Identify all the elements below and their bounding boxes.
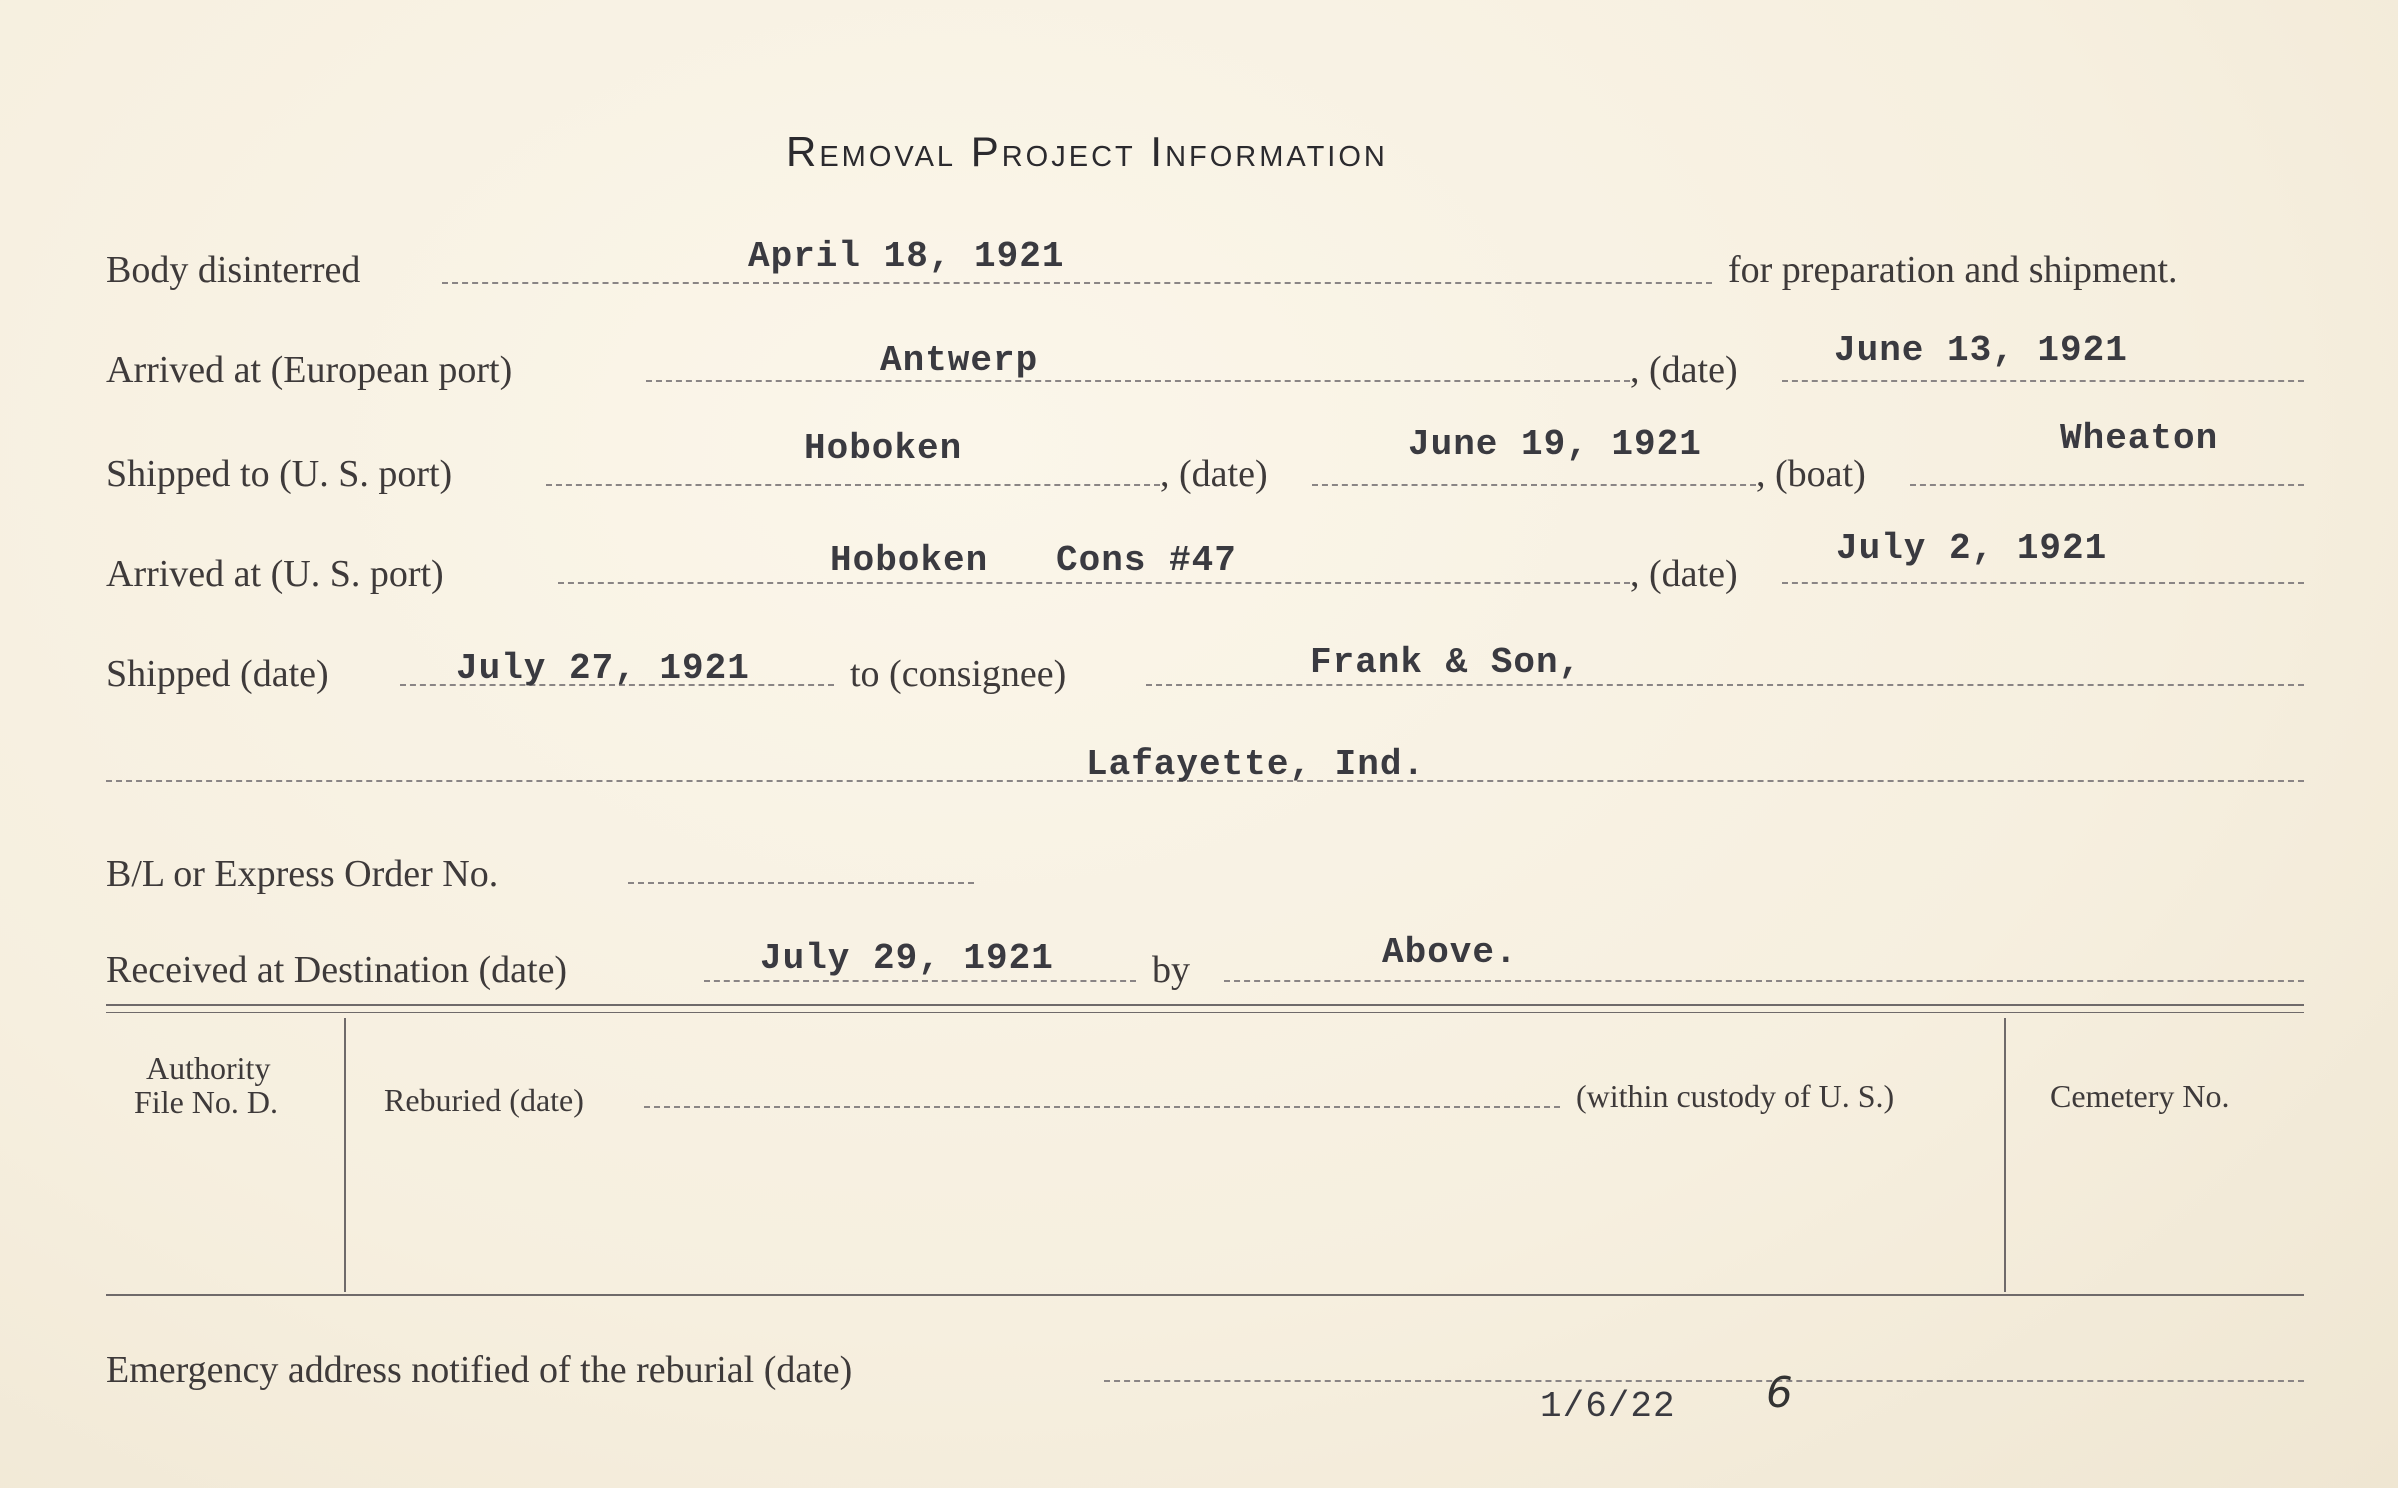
- emergency-date: 1/6/22: [1540, 1386, 1676, 1427]
- arrived-european-date-line: [1782, 380, 2304, 382]
- box-divider-left: [344, 1018, 346, 1292]
- shipped-to-us-boat-label: , (boat): [1756, 453, 1866, 495]
- arrived-european-line: [646, 380, 1630, 382]
- emergency-line: [1104, 1380, 2304, 1382]
- body-disinterred-suffix: for preparation and shipment.: [1728, 249, 2178, 291]
- box-bottom-rule: [106, 1294, 2304, 1296]
- bl-order-line: [628, 882, 974, 884]
- reburied-label: Reburied (date): [384, 1082, 584, 1118]
- consignee-label: to (consignee): [850, 653, 1067, 695]
- shipped-to-us-date: June 19, 1921: [1408, 424, 1702, 465]
- arrived-european-date: June 13, 1921: [1834, 330, 2128, 371]
- arrived-european-port: Antwerp: [880, 340, 1039, 381]
- shipped-to-us-date-line: [1312, 484, 1756, 486]
- body-disinterred-line: [442, 282, 1712, 284]
- emergency-label: Emergency address notified of the reburial (date): [106, 1349, 853, 1391]
- arrived-us-line: [558, 582, 1630, 584]
- reburied-line: [644, 1106, 1560, 1108]
- box-top-rule: [106, 1004, 2304, 1006]
- card-title: Removal Project Information: [786, 128, 1388, 175]
- shipped-to-us-port: Hoboken: [804, 428, 963, 469]
- shipped-date-label: Shipped (date): [106, 653, 329, 695]
- body-disinterred-label: Body disinterred: [106, 249, 361, 291]
- received-by-line: [1224, 980, 2304, 982]
- body-disinterred-value: April 18, 1921: [748, 236, 1065, 277]
- emergency-initial: 6: [1766, 1368, 1793, 1417]
- arrived-us-label: Arrived at (U. S. port): [106, 553, 444, 595]
- shipped-to-us-line: [546, 484, 1160, 486]
- consignee-address: Lafayette, Ind.: [1086, 744, 1426, 785]
- arrived-european-date-label: , (date): [1630, 349, 1738, 391]
- box-divider-right: [2004, 1018, 2006, 1292]
- received-by-label: by: [1152, 949, 1190, 991]
- authority-label: Authority: [146, 1050, 271, 1086]
- box-top-rule-inner: [106, 1012, 2304, 1013]
- shipped-to-us-boat: Wheaton: [2060, 418, 2219, 459]
- received-date: July 29, 1921: [760, 938, 1054, 979]
- arrived-us-port: Hoboken Cons #47: [830, 540, 1237, 581]
- file-number-label: File No. D.: [134, 1084, 278, 1120]
- received-by: Above.: [1382, 932, 1518, 973]
- arrived-us-date: July 2, 1921: [1836, 528, 2108, 569]
- consignee-line: [1146, 684, 2304, 686]
- shipped-to-us-date-label: , (date): [1160, 453, 1268, 495]
- shipped-to-us-label: Shipped to (U. S. port): [106, 453, 453, 495]
- arrived-european-label: Arrived at (European port): [106, 349, 513, 391]
- received-date-line: [704, 980, 1136, 982]
- custody-label: (within custody of U. S.): [1576, 1078, 1895, 1114]
- shipped-to-us-boat-line: [1910, 484, 2304, 486]
- arrived-us-date-label: , (date): [1630, 553, 1738, 595]
- cemetery-number-label: Cemetery No.: [2050, 1078, 2230, 1114]
- consignee-name: Frank & Son,: [1310, 642, 1582, 683]
- shipped-date: July 27, 1921: [456, 648, 750, 689]
- bl-order-label: B/L or Express Order No.: [106, 853, 499, 895]
- received-label: Received at Destination (date): [106, 949, 568, 991]
- arrived-us-date-line: [1782, 582, 2304, 584]
